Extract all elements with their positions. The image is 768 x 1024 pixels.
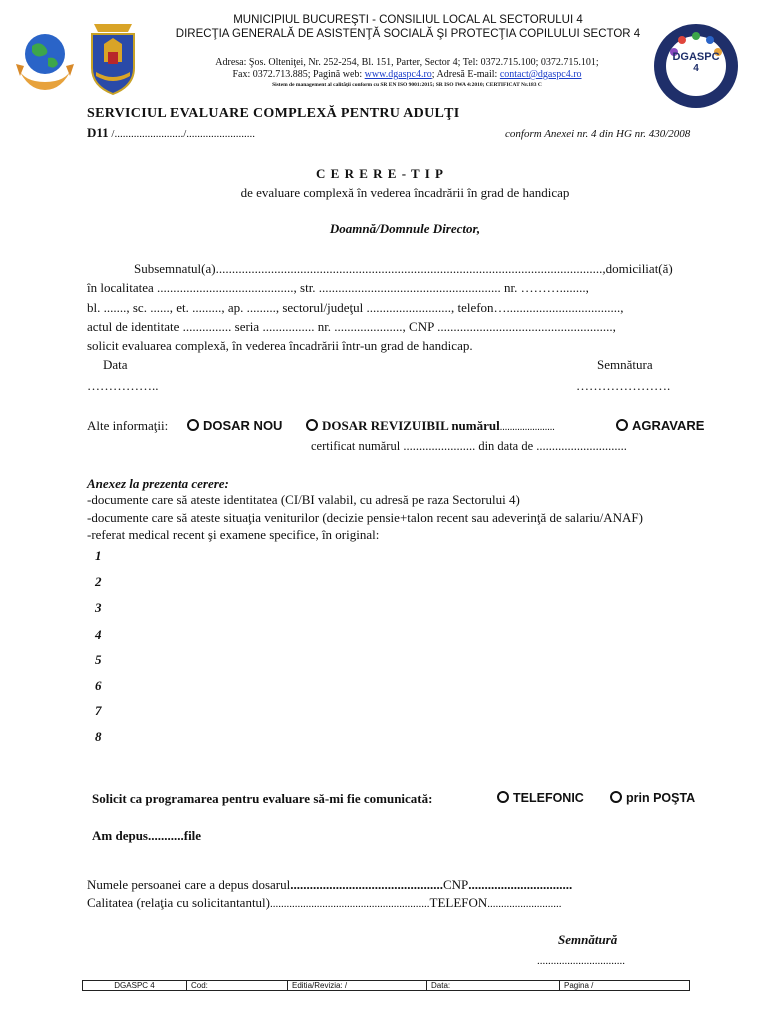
header-line1: MUNICIPIUL BUCUREŞTI - CONSILIUL LOCAL AL SECTORULUI 4	[233, 14, 583, 26]
document-footer-table	[82, 980, 690, 991]
relation-dots: ..........................................................	[270, 898, 430, 910]
other-info-label: Alte informaţii:	[87, 418, 169, 433]
badge-number: 4	[693, 63, 699, 74]
signature-label: Semnătura	[597, 357, 653, 372]
email-label: ; Adresă E-mail:	[431, 69, 500, 80]
annex-number-7: 7	[95, 703, 102, 718]
service-code-line	[87, 125, 255, 141]
form-line-address: bl. ......., sc. ......, et. ........., ap. ........., sectorul/judeţul .........................., telefon…...................................,	[87, 300, 624, 315]
footer-code: Cod:	[187, 981, 288, 991]
option-revisable-file[interactable]: DOSAR REVIZUIBIL numărul......................	[306, 418, 555, 434]
header-contact	[150, 69, 664, 80]
annex-number-5: 5	[95, 652, 102, 667]
website-link[interactable]: www.dgaspc4.ro	[364, 69, 432, 80]
scheduling-text: Solicit ca programarea pentru evaluare să-mi fie comunicată:	[92, 791, 433, 806]
radio-circle-icon	[497, 791, 509, 803]
hg-reference: conform Anexei nr. 4 din HG nr. 430/2008	[505, 128, 691, 140]
depositor-dots: ...............................................	[290, 877, 443, 892]
service-title: SERVICIUL EVALUARE COMPLEXĂ PENTRU ADULŢI	[87, 106, 460, 121]
cnp-dots: ................................	[468, 877, 573, 892]
radio-circle-icon	[306, 419, 318, 431]
coat-of-arms-logo	[86, 20, 140, 98]
final-signature-dots: ................................	[537, 955, 625, 967]
annex-number-1: 1	[95, 548, 102, 563]
cnp-label: CNP	[442, 877, 469, 892]
fax-text: Fax: 0372.713.885; Pagină web:	[232, 69, 365, 80]
annex-title: Anexez la prezenta cerere:	[87, 476, 229, 491]
option-phone[interactable]: TELEFONIC	[497, 791, 584, 805]
badge-text: DGASPC	[672, 51, 720, 63]
telephone-label: TELEFON	[429, 895, 488, 910]
radio-circle-icon	[187, 419, 199, 431]
radio-circle-icon	[616, 419, 628, 431]
globe-hands-logo	[14, 28, 76, 98]
depositor-label: Numele persoanei care a depus dosarul	[87, 877, 291, 892]
footer-page: Pagina /	[560, 981, 690, 991]
service-code: D11	[87, 125, 109, 140]
signature-dots: ………………….	[576, 378, 671, 393]
final-signature-label: Semnătură	[558, 932, 618, 947]
option-post[interactable]: prin POŞTA	[610, 791, 695, 805]
annex-number-6: 6	[95, 678, 102, 693]
option-new-file[interactable]: DOSAR NOU	[187, 418, 282, 433]
relation-label: Calitatea (relaţia cu solicitantantul)	[87, 895, 271, 910]
service-code-fill: /........................./.........................	[108, 128, 256, 140]
option-aggravation[interactable]: AGRAVARE	[616, 418, 704, 433]
form-line-id: actul de identitate ............... seria ................ nr. ....................., CNP ......................................................,	[87, 319, 616, 334]
annex-item-income: -documente care să ateste situaţia veniturilor (decizie pensie+talon recent sau adeverinţă de salariu/ANAF)	[87, 510, 643, 525]
relation-line	[87, 895, 562, 911]
certificate-line: certificat numărul ....................... din data de .............................	[311, 439, 627, 453]
telephone-dots: ...........................	[487, 898, 562, 910]
annex-item-medical: -referat medical recent şi examene specifice, în original:	[87, 527, 380, 542]
footer-date: Data:	[427, 981, 560, 991]
date-dots: ……………..	[87, 378, 159, 393]
deposited-files: Am depus...........file	[92, 828, 202, 843]
annex-number-3: 3	[95, 600, 102, 615]
form-line-locality: în localitatea .........................................., str. ........................................................ nr. ………........,	[87, 280, 589, 295]
depositor-line	[87, 877, 572, 893]
annex-item-identity: -documente care să ateste identitatea (CI/BI valabil, cu adresă pe raza Sectorului 4)	[87, 492, 520, 507]
email-link[interactable]: contact@dgaspc4.ro	[499, 69, 582, 80]
annex-number-2: 2	[95, 574, 102, 589]
radio-circle-icon	[610, 791, 622, 803]
header-certificate: Sistem de management al calităţii conform cu SR EN ISO 9001:2015; SR ISO IWA 4:2010; CERTIFICAT Nr.183 C	[272, 82, 542, 88]
form-subtitle: de evaluare complexă în vederea încadrării în grad de handicap	[240, 185, 570, 200]
header-line2: DIRECŢIA GENERALĂ DE ASISTENŢĂ SOCIALĂ ŞI PROTECŢIA COPILULUI SECTOR 4	[175, 28, 641, 40]
form-line-request: solicit evaluarea complexă, în vederea încadrării într-un grad de handicap.	[87, 338, 473, 353]
annex-number-4: 4	[95, 627, 102, 642]
date-label: Data	[103, 357, 128, 372]
form-line-name: Subsemnatul(a).......................................................................................................................,domiciliat(ă)	[134, 261, 673, 276]
other-info-row	[87, 418, 168, 434]
footer-org: DGASPC 4	[83, 981, 187, 991]
form-title: C E R E R E - T I P	[316, 166, 444, 181]
footer-edition: Editia/Revizia: /	[288, 981, 427, 991]
header-address: Adresa: Şos. Olteniţei, Nr. 252-254, Bl. 151, Parter, Sector 4; Tel: 0372.715.100; 0372.715.101;	[215, 57, 599, 68]
salutation: Doamnă/Domnule Director,	[329, 221, 481, 236]
annex-number-8: 8	[95, 729, 102, 744]
